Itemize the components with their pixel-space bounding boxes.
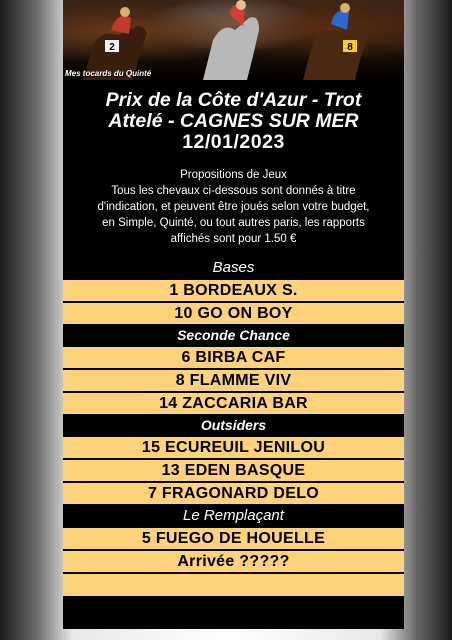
race-title-line: Prix de la Côte d'Azur - Trot (105, 89, 362, 111)
intro-line: Tous les chevaux ci-dessous sont donnés à titre (111, 185, 356, 197)
section-header-seconde-chance: Seconde Chance (63, 325, 404, 346)
empty-row (63, 573, 404, 597)
horse-row: 5 FUEGO DE HOUELLE (63, 527, 404, 550)
tips-card (63, 0, 404, 629)
selection-list (63, 257, 404, 597)
horse-row: 10 GO ON BOY (63, 302, 404, 325)
banner-caption: Mes tocards du Quinté (65, 69, 152, 78)
horse-row: 13 EDEN BASQUE (63, 459, 404, 482)
horse-row: 7 FRAGONARD DELO (63, 482, 404, 505)
header-banner-image (63, 0, 404, 80)
horse-row: 8 FLAMME VIV (63, 369, 404, 392)
intro-text (63, 167, 404, 247)
intro-line: affichés sont pour 1.50 € (170, 233, 297, 245)
section-header-bases: Bases (63, 257, 404, 279)
horse-row: 15 ECUREUIL JENILOU (63, 436, 404, 459)
saddle-number-right: 8 (347, 42, 353, 53)
horse-row: 1 BORDEAUX S. (63, 279, 404, 302)
race-title (63, 90, 404, 132)
race-title-line: Attelé - CAGNES SUR MER (108, 110, 359, 132)
intro-line: d'indication, et peuvent être joués selon votre budget, (97, 201, 370, 213)
intro-line: Propositions de Jeux (180, 169, 287, 181)
arrivee-row: Arrivée ????? (63, 550, 404, 573)
intro-line: en Simple, Quinté, ou tout autres paris, les rapports (102, 217, 365, 229)
horse-row: 14 ZACCARIA BAR (63, 392, 404, 415)
section-header-outsiders: Outsiders (63, 415, 404, 436)
saddle-number-left: 2 (109, 42, 115, 53)
race-date: 12/01/2023 (182, 131, 285, 153)
racing-horses-illustration (63, 0, 404, 80)
horse-row: 6 BIRBA CAF (63, 346, 404, 369)
section-header-remplacant: Le Remplaçant (63, 505, 404, 527)
